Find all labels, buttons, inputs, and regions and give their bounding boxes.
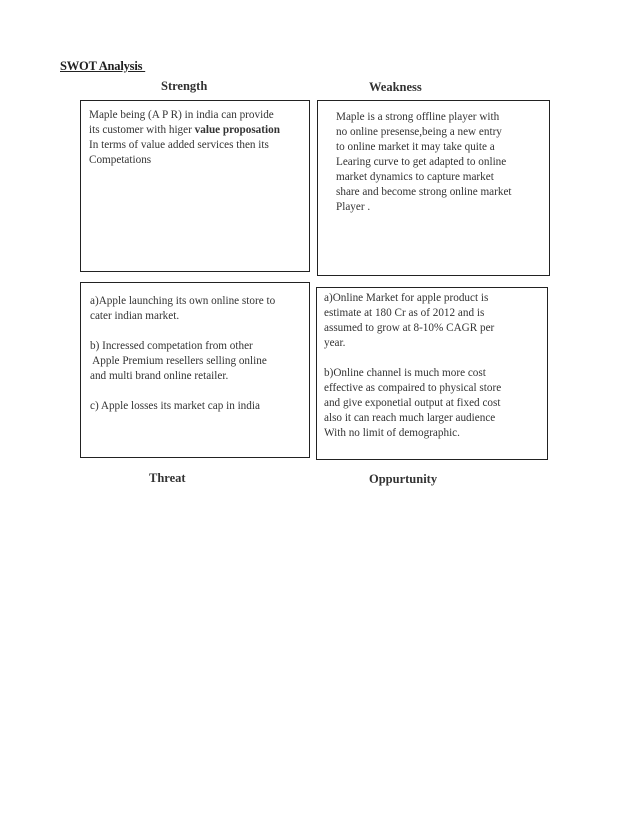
threat-point-c: c) Apple losses its market cap in india	[90, 400, 260, 412]
strength-emphasis: value proposation	[194, 124, 280, 136]
strength-line	[89, 123, 280, 138]
opportunity-text	[324, 291, 501, 441]
threat-text	[90, 294, 275, 414]
strength-line: In terms of value added services then its	[89, 139, 269, 151]
weakness-box	[317, 100, 550, 276]
heading-opportunity: Oppurtunity	[369, 472, 438, 486]
heading-strength: Strength	[161, 79, 208, 93]
strength-text	[89, 108, 280, 168]
threat-box	[80, 282, 310, 458]
opportunity-point-a: a)Online Market for apple product is estimate at 180 Cr as of 2012 and is assumed to grow at 8-10% CAGR per year.	[324, 292, 495, 349]
opportunity-point-b: b)Online channel is much more cost effective as compaired to physical store and give exponetial output at fixed cost also it can reach much larger audience With no limit of demographic.	[324, 367, 502, 439]
heading-threat: Threat	[149, 471, 186, 485]
threat-point-b: b) Incressed competation from other Apple Premium resellers selling online and multi brand online retailer.	[90, 340, 267, 382]
heading-weakness: Weakness	[369, 80, 422, 94]
opportunity-box	[316, 287, 548, 460]
document-title: SWOT Analysis	[60, 59, 146, 73]
strength-line: Competations	[89, 154, 152, 166]
weakness-text: Maple is a strong offline player with no online presense,being a new entry to online market it may take quite a Learing curve to get adapted to online market dynamics to capture market share and become strong online market Player .	[336, 111, 512, 213]
strength-line: Maple being (A P R) in india can provide	[89, 109, 274, 121]
threat-point-a: a)Apple launching its own online store to cater indian market.	[90, 295, 276, 322]
strength-box	[80, 100, 310, 272]
strength-line-text: its customer with higer	[89, 124, 195, 136]
